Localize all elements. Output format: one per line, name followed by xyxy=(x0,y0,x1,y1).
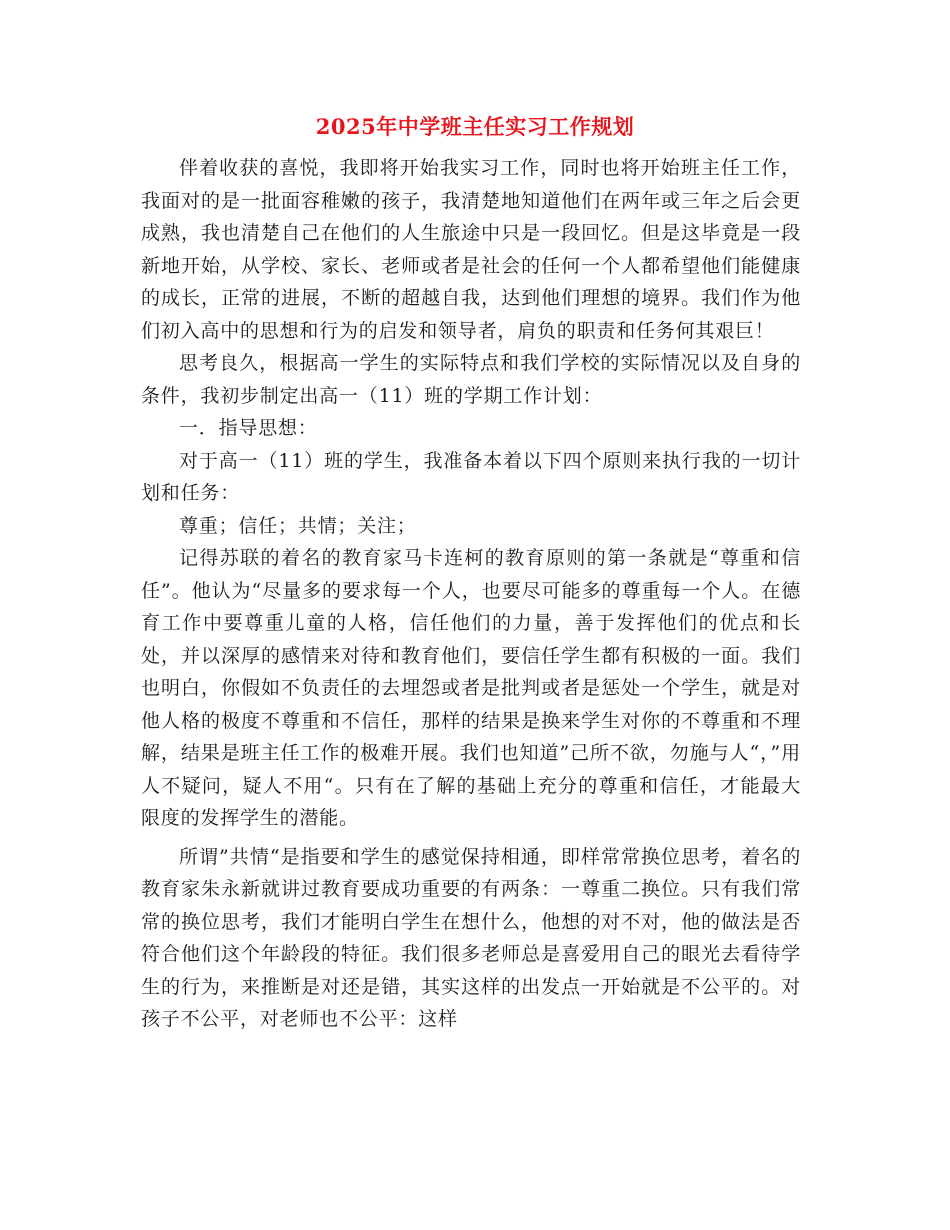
paragraph-plan: 思考良久，根据高一学生的实际特点和我们学校的实际情况以及自身的条件，我初步制定出高一（11）班的学期工作计划： xyxy=(141,352,801,407)
section-heading-guiding-thought: 一．指导思想： xyxy=(179,417,318,439)
paragraph-respect-trust: 记得苏联的着名的教育家马卡连柯的教育原则的第一条就是“尊重和信任”。他认为“尽量多的要求每一个人，也要尽可能多的尊重每一个人。在德育工作中要尊重儿童的人格，信任他们的力量，善于发挥他们的优点和长处，并以深厚的感情来对待和教育他们，要信任学生都有积极的一面。我们也明白，你假如不负责任的去埋怨或者是批判或者是惩处一个学生，就是对他人格的极度不尊重和不信任，那样的结果是换来学生对你的不尊重和不理解，结果是班主任工作的极难开展。我们也知道”己所不欲，勿施与人“，”用人不疑问，疑人不用“。只有在了解的基础上充分的尊重和信任，才能最大限度的发挥学生的潜能。 xyxy=(141,547,801,829)
paragraph-principles-list: 尊重；信任；共情；关注； xyxy=(179,514,417,537)
document-title: 2025年中学班主任实习工作规划 xyxy=(315,114,635,139)
paragraph-intro: 伴着收获的喜悦，我即将开始我实习工作，同时也将开始班主任工作，我面对的是一批面容稚嫩的孩子，我清楚地知道他们在两年或三年之后会更成熟，我也清楚自己在他们的人生旅途中只是一段回忆。但是这毕竟是一段新地开始，从学校、家长、老师或者是社会的任何一个人都希望他们能健康的成长，正常的进展，不断的超越自我，达到他们理想的境界。我们作为他们初入高中的思想和行为的启发和领导者，肩负的职责和任务何其艰巨！ xyxy=(141,157,801,342)
paragraph-principles-intro: 对于高一（11）班的学生，我准备本着以下四个原则来执行我的一切计划和任务： xyxy=(141,449,801,504)
document-body xyxy=(141,152,801,1036)
paragraph-empathy: 所谓”共情“是指要和学生的感觉保持相通，即样常常换位思考，着名的教育家朱永新就讲过教育要成功重要的有两条：一尊重二换位。只有我们常常的换位思考，我们才能明白学生在想什么，他想的对不对，他的做法是否符合他们这个年龄段的特征。我们很多老师总是喜爱用自己的眼光去看待学生的行为，来推断是对还是错，其实这样的出发点一开始就是不公平的。对孩子不公平，对老师也不公平：这样 xyxy=(141,845,801,1030)
